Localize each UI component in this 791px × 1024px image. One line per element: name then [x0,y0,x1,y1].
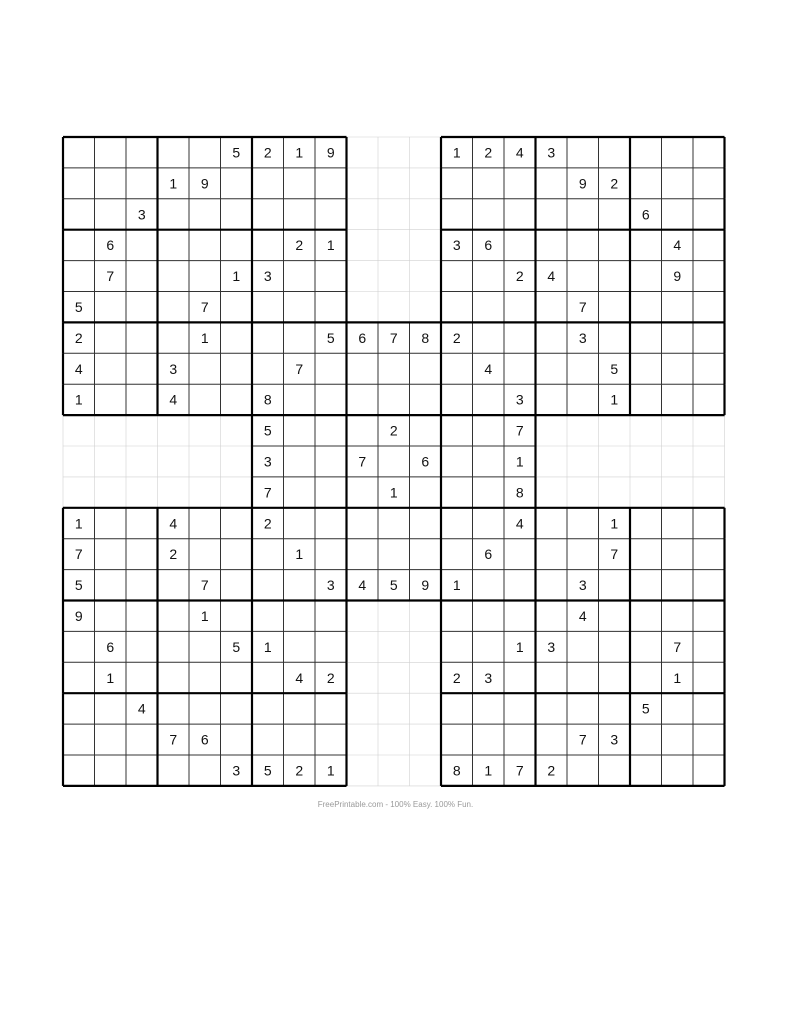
given-digit: 1 [515,453,524,470]
given-digit: 1 [106,669,115,686]
given-digit: 9 [421,577,430,594]
given-digit: 2 [263,515,272,532]
given-digit: 2 [263,144,272,161]
given-digit: 8 [452,762,461,779]
given-digit: 4 [673,237,682,254]
given-digit: 5 [610,360,619,377]
given-digit: 6 [200,731,209,748]
given-digit: 6 [484,546,493,563]
given-digit: 7 [295,360,304,377]
given-digit: 2 [547,762,556,779]
given-digit: 2 [326,669,335,686]
given-digit: 1 [326,237,335,254]
given-digit: 8 [421,329,430,346]
given-digit: 2 [295,237,304,254]
given-digit: 5 [263,422,272,439]
given-digit: 2 [515,268,524,285]
given-digit: 4 [578,607,587,624]
given-digit: 6 [106,638,115,655]
given-digit: 5 [641,700,650,717]
given-digit: 1 [200,607,209,624]
given-digit: 1 [389,484,398,501]
given-digit: 3 [169,360,178,377]
given-digit: 3 [547,638,556,655]
given-digit: 5 [74,577,83,594]
given-digit: 7 [515,762,524,779]
given-digit: 2 [610,175,619,192]
given-digit: 3 [547,144,556,161]
given-digit: 7 [610,546,619,563]
given-digit: 6 [641,206,650,223]
given-digit: 7 [74,546,83,563]
given-digit: 1 [169,175,178,192]
given-digit: 8 [263,391,272,408]
given-digit: 7 [673,638,682,655]
given-digit: 3 [232,762,241,779]
given-digit: 2 [484,144,493,161]
given-digit: 3 [610,731,619,748]
given-digit: 2 [295,762,304,779]
footer-credit: FreePrintable.com - 100% Easy. 100% Fun. [317,800,474,809]
given-digit: 4 [137,700,146,717]
given-digit: 4 [515,144,524,161]
given-digit: 5 [263,762,272,779]
given-digit: 1 [484,762,493,779]
given-digit: 1 [515,638,524,655]
given-digit: 9 [673,268,682,285]
given-digit: 7 [578,731,587,748]
given-digit: 1 [200,329,209,346]
given-digit: 7 [106,268,115,285]
given-digit: 4 [169,391,178,408]
given-digit: 2 [389,422,398,439]
given-digit: 4 [169,515,178,532]
given-digit: 7 [389,329,398,346]
given-digit: 3 [137,206,146,223]
given-digit: 4 [74,360,83,377]
given-digit: 9 [326,144,335,161]
given-digit: 5 [74,298,83,315]
given-digit: 5 [232,638,241,655]
given-digit: 6 [106,237,115,254]
given-digit: 1 [74,515,83,532]
given-digit: 1 [610,515,619,532]
given-digit: 4 [515,515,524,532]
given-digit: 7 [263,484,272,501]
given-digit: 1 [295,546,304,563]
given-digit: 7 [358,453,367,470]
given-digit: 6 [358,329,367,346]
given-digit: 7 [200,577,209,594]
given-digit: 8 [515,484,524,501]
given-digit: 3 [578,577,587,594]
given-digit: 3 [515,391,524,408]
given-digit: 1 [74,391,83,408]
given-digit: 1 [263,638,272,655]
given-digit: 7 [200,298,209,315]
given-digit: 4 [295,669,304,686]
given-digit: 9 [200,175,209,192]
given-digit: 4 [484,360,493,377]
given-digit: 6 [421,453,430,470]
given-digit: 5 [389,577,398,594]
given-digit: 1 [295,144,304,161]
given-digit: 3 [326,577,335,594]
given-digit: 7 [169,731,178,748]
given-digit: 3 [484,669,493,686]
given-digit: 3 [263,453,272,470]
given-digit: 6 [484,237,493,254]
given-digit: 1 [610,391,619,408]
given-digit: 3 [578,329,587,346]
given-digit: 2 [74,329,83,346]
given-digit: 1 [326,762,335,779]
given-digit: 1 [673,669,682,686]
given-digit: 9 [74,607,83,624]
given-digit: 1 [232,268,241,285]
given-digit: 7 [515,422,524,439]
given-digit: 3 [452,237,461,254]
given-digit: 5 [326,329,335,346]
given-digit: 4 [358,577,367,594]
given-digit: 2 [452,669,461,686]
given-digit: 7 [578,298,587,315]
given-digit: 1 [452,144,461,161]
given-digit: 3 [263,268,272,285]
given-digit: 1 [452,577,461,594]
given-digit: 5 [232,144,241,161]
given-digit: 4 [547,268,556,285]
given-digit: 2 [169,546,178,563]
given-digit: 9 [578,175,587,192]
given-digit: 2 [452,329,461,346]
